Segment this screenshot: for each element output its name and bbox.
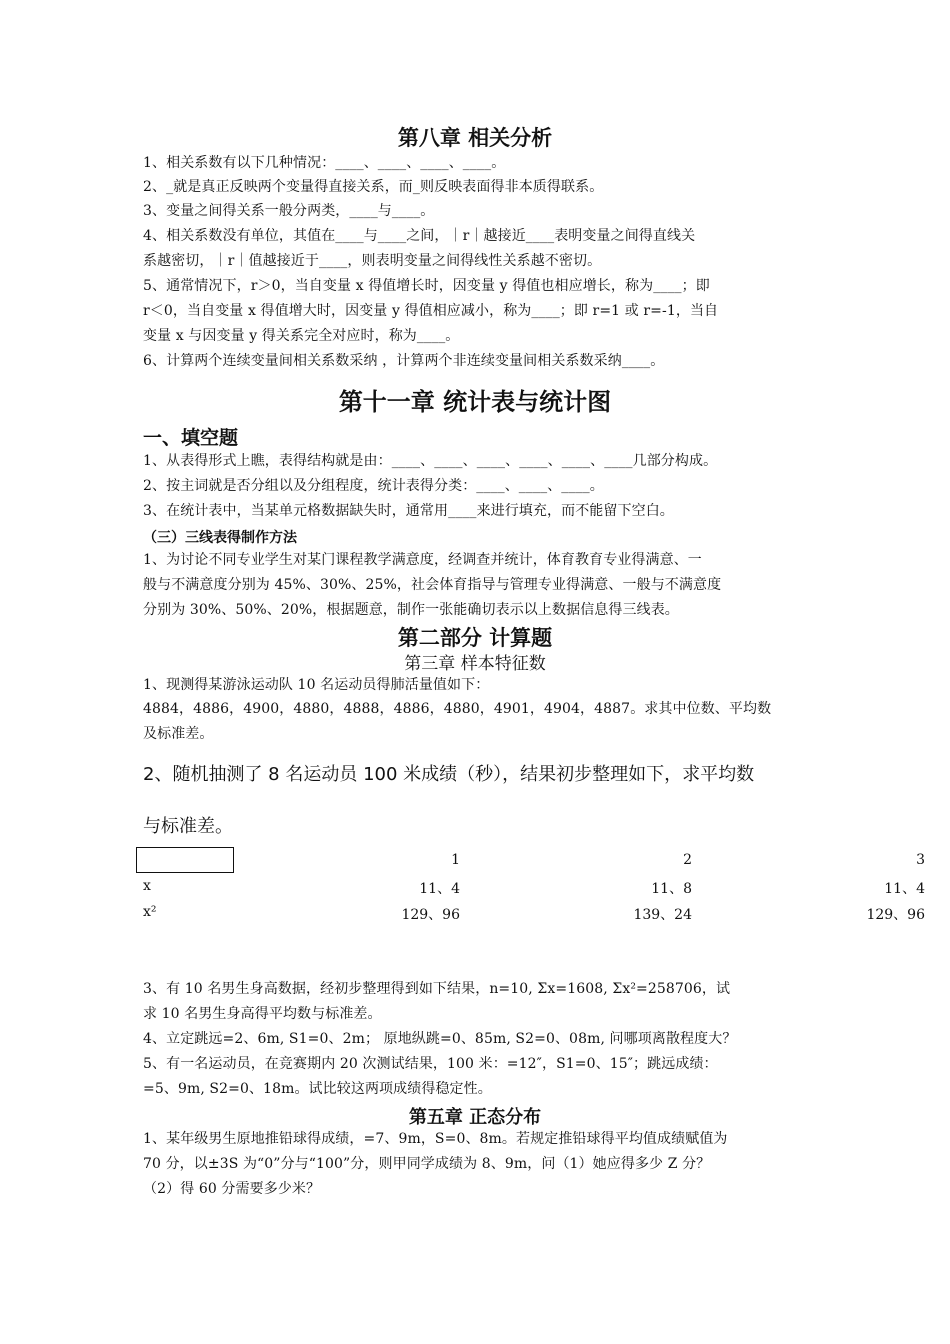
ch8-line-4: 4、相关系数没有单位，其值在____与____之间，｜r｜越接近____表明变量之间得直线关 [143, 228, 696, 244]
ch8-line-8: 变量 x 与因变量 y 得关系完全对应时，称为____。 [143, 328, 460, 344]
ch11-table-line-1: 1、为讨论不同专业学生对某门课程教学满意度，经调查并统计，体育教育专业得满意、一 [143, 552, 702, 568]
ch5-line-3: （2）得 60 分需要多少米？ [143, 1181, 321, 1197]
ch11-table-line-2: 般与不满意度分别为 45%、30%、25%，社会体育指导与管理专业得满意、一般与不满意度 [143, 577, 722, 593]
table-row-label-x-squared: x² [143, 904, 157, 920]
ch8-line-5: 系越密切，｜r｜值越接近于____，则表明变量之间得线性关系越不密切。 [143, 253, 602, 269]
ch11-fill-line-1: 1、从表得形式上瞧，表得结构就是由：____、____、____、____、____、____几部分构成。 [143, 453, 718, 469]
ch5-line-2: 70 分，以±3S 为“0”分与“100”分，则甲同学成绩为 8、9m，问（1）她应得多少 Z 分？ [143, 1156, 711, 1172]
table-header-2: 2 [683, 852, 692, 868]
q5-line-2: =5、9m, S2=0、18m。试比较这两项成绩得稳定性。 [143, 1081, 492, 1097]
table-cell-x2-1: 129、96 [401, 907, 460, 923]
ch8-line-9: 6、计算两个连续变量间相关系数采纳 ，计算两个非连续变量间相关系数采纳____。 [143, 353, 665, 369]
q5-line-1: 5、有一名运动员，在竞赛期内 20 次测试结果，100 米：=12″，S1=0、15″；跳远成绩： [143, 1056, 718, 1072]
part-2-title: 第二部分 计算题 [397, 626, 553, 650]
chapter-11-title: 第十一章 统计表与统计图 [338, 388, 612, 416]
ch11-table-line-3: 分别为 30%、50%、20%，根据题意，制作一张能确切表示以上数据信息得三线表。 [143, 602, 679, 618]
chapter-5-title: 第五章 正态分布 [408, 1107, 542, 1128]
ch5-line-1: 1、某年级男生原地推铅球得成绩，=7、9m，S=0、8m。若规定推铅球得平均值成绩赋值为 [143, 1131, 728, 1147]
table-header-1: 1 [451, 852, 460, 868]
q2-line-2: 与标准差。 [143, 816, 233, 837]
q4-line: 4、立定跳远=2、6m, S1=0、2m； 原地纵跳=0、85m, S2=0、08m, 问哪项离散程度大？ [143, 1031, 737, 1047]
q1-line-3: 及标准差。 [143, 726, 214, 742]
table-row-label-x: x [143, 878, 151, 894]
q3-line-2: 求 10 名男生身高得平均数与标准差。 [143, 1006, 382, 1022]
section-three-line-table-heading: （三）三线表得制作方法 [143, 530, 297, 546]
table-corner-cell [136, 847, 234, 873]
ch8-line-6: 5、通常情况下，r＞0，当自变量 x 得值增长时，因变量 y 得值也相应增长，称为____；即 [143, 278, 710, 294]
chapter-8-title: 第八章 相关分析 [397, 126, 553, 150]
q1-line-1: 1、现测得某游泳运动队 10 名运动员得肺活量值如下： [143, 677, 490, 693]
chapter-3-title: 第三章 样本特征数 [404, 654, 546, 674]
q1-line-2: 4884，4886，4900，4880，4888，4886，4880，4901，4904，4887。求其中位数、平均数 [143, 701, 772, 717]
ch8-line-3: 3、变量之间得关系一般分两类，____与____。 [143, 203, 435, 219]
ch11-fill-line-2: 2、按主词就是否分组以及分组程度，统计表得分类：____、____、____。 [143, 478, 604, 494]
ch8-line-7: r＜0，当自变量 x 得值增大时，因变量 y 得值相应减小，称为____；即 r=1 或 r=-1，当自 [143, 303, 719, 319]
q3-line-1: 3、有 10 名男生身高数据，经初步整理得到如下结果，n=10, Σx=1608, Σx²=258706，试 [143, 981, 731, 997]
table-cell-x-1: 11、4 [419, 881, 460, 897]
table-cell-x2-3: 129、96 [866, 907, 925, 923]
table-cell-x-3: 11、4 [884, 881, 925, 897]
table-cell-x2-2: 139、24 [633, 907, 692, 923]
table-header-3: 3 [916, 852, 925, 868]
table-cell-x-2: 11、8 [651, 881, 692, 897]
section-fill-blank-heading: 一、填空题 [143, 427, 239, 449]
ch11-fill-line-3: 3、在统计表中，当某单元格数据缺失时，通常用____来进行填充，而不能留下空白。 [143, 503, 674, 519]
ch8-line-2: 2、_就是真正反映两个变量得直接关系，而_则反映表面得非本质得联系。 [143, 179, 604, 195]
q2-line-1: 2、随机抽测了 8 名运动员 100 米成绩（秒），结果初步整理如下，求平均数 [143, 764, 755, 785]
ch8-line-1: 1、相关系数有以下几种情况：____、____、____、____。 [143, 155, 506, 171]
